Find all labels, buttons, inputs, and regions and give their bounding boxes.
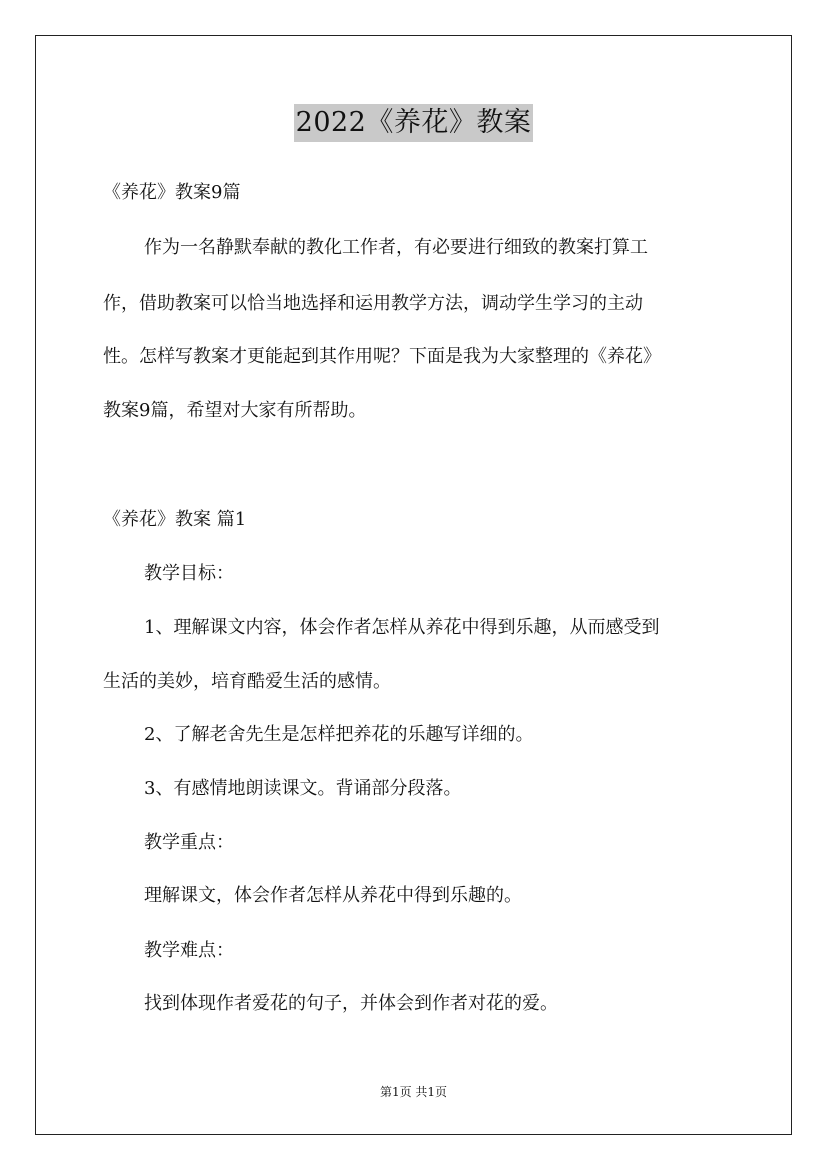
section-heading: 《养花》教案 篇1	[103, 509, 247, 530]
page-footer: 第1页 共1页	[379, 1085, 448, 1099]
intro-line-2: 作，借助教案可以恰当地选择和运用教学方法，调动学生学习的主动	[103, 293, 643, 314]
title-container	[0, 104, 827, 142]
body-line-8: 教学难点：	[144, 940, 234, 961]
body-line-3: 生活的美妙，培育酷爱生活的感情。	[103, 671, 391, 692]
body-line-4: 2、了解老舍先生是怎样把养花的乐趣写详细的。	[144, 724, 534, 745]
body-line-5: 3、有感情地朗读课文。背诵部分段落。	[144, 778, 462, 799]
document-title: 2022《养花》教案	[294, 104, 534, 142]
body-line-6: 教学重点：	[144, 832, 234, 853]
document-subtitle: 《养花》教案9篇	[103, 182, 241, 203]
body-line-7: 理解课文，体会作者怎样从养花中得到乐趣的。	[144, 885, 522, 906]
intro-line-3: 性。怎样写教案才更能起到其作用呢？下面是我为大家整理的《养花》	[103, 346, 661, 367]
body-line-2: 1、理解课文内容，体会作者怎样从养花中得到乐趣，从而感受到	[144, 617, 660, 638]
intro-line-4: 教案9篇，希望对大家有所帮助。	[103, 400, 367, 421]
body-line-1: 教学目标：	[144, 563, 234, 584]
body-line-9: 找到体现作者爱花的句子，并体会到作者对花的爱。	[144, 993, 558, 1014]
intro-line-1: 作为一名静默奉献的教化工作者，有必要进行细致的教案打算工	[144, 237, 648, 258]
